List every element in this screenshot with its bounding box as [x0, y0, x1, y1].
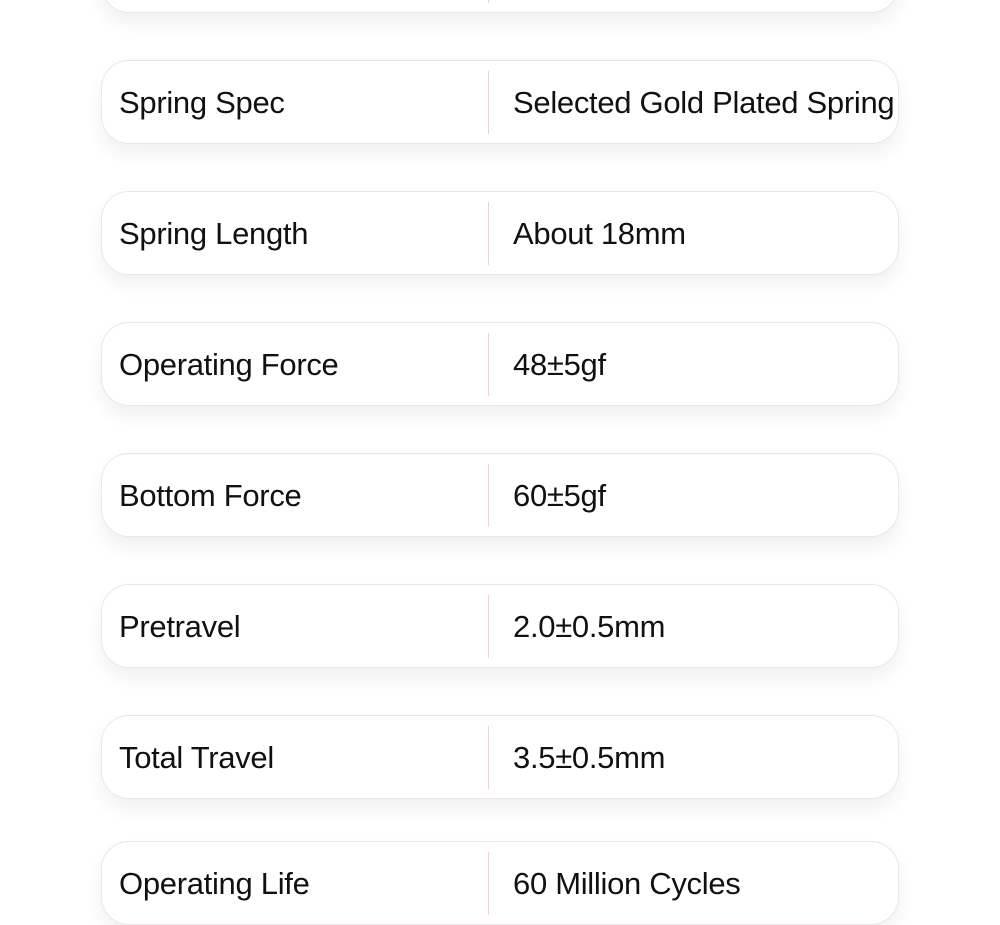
spec-value: About 18mm — [513, 216, 686, 251]
spec-value: 48±5gf — [513, 347, 606, 382]
spec-label: Pretravel — [119, 609, 241, 644]
spec-value: 3.5±0.5mm — [513, 740, 666, 775]
spec-label: Operating Life — [119, 866, 310, 901]
spec-label: Operating Force — [119, 347, 339, 382]
spec-value: 60±5gf — [513, 478, 606, 513]
row-divider — [488, 464, 489, 527]
row-divider — [488, 726, 489, 789]
row-divider — [488, 333, 489, 396]
spec-row-total-travel — [101, 715, 899, 799]
spec-label: Bottom Force — [119, 478, 302, 513]
spec-row-spring-length — [101, 191, 899, 275]
spec-row — [101, 0, 899, 13]
spec-row-spring-spec — [101, 60, 899, 144]
spec-row-operating-force — [101, 322, 899, 406]
row-divider — [488, 595, 489, 658]
spec-row-operating-life — [101, 841, 899, 925]
row-divider — [488, 71, 489, 134]
spec-value: Selected Gold Plated Spring — [513, 85, 895, 120]
spec-row-bottom-force — [101, 453, 899, 537]
spec-value: 2.0±0.5mm — [513, 609, 666, 644]
spec-label: Spring Length — [119, 216, 309, 251]
spec-value: 60 Million Cycles — [513, 866, 741, 901]
spec-row-pretravel — [101, 584, 899, 668]
row-divider — [488, 0, 489, 3]
row-divider — [488, 202, 489, 265]
spec-label: Total Travel — [119, 740, 274, 775]
spec-label: Spring Spec — [119, 85, 285, 120]
row-divider — [488, 852, 489, 915]
